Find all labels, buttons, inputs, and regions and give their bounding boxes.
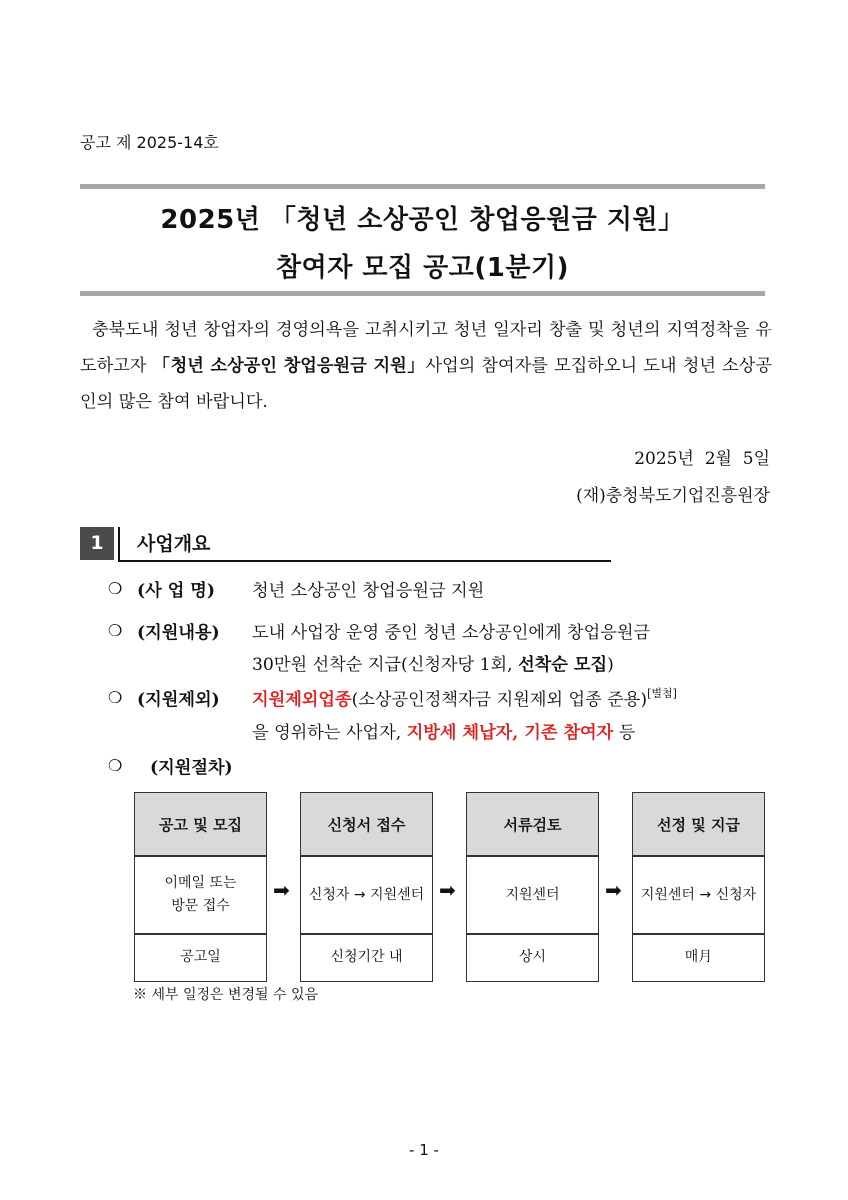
excluded-industries: 지원제외업종 — [252, 690, 352, 710]
step-foot: 신청기간 내 — [300, 933, 433, 982]
section-underline — [118, 560, 611, 562]
step-foot: 상시 — [466, 933, 599, 982]
intro-text-2: 사업의 참여자를 모집하오니 도내 청년 소상공인의 많은 참여 바랍니다. — [80, 356, 772, 412]
notice-number: 공고 제 2025-14호 — [80, 133, 219, 152]
arrow-right-icon: ➡ — [273, 878, 290, 902]
arrow-right-icon: ➡ — [605, 878, 622, 902]
intro-program-name: 「청년 소상공인 창업응원금 지원」 — [152, 356, 426, 376]
step-head: 서류검토 — [466, 792, 599, 857]
item-content-support-line1: 도내 사업장 운영 중인 청년 소상공인에게 창업응원금 — [252, 623, 651, 643]
item-label-exclusion: (지원제외) — [137, 690, 220, 710]
item-content-support-line2 — [252, 650, 614, 675]
bullet-icon: ❍ — [108, 579, 123, 598]
exclusion-line2-text: 을 영위하는 사업자, — [252, 723, 407, 743]
organization-name: (재)충청북도기업진흥원장 — [576, 486, 770, 506]
item-label-support: (지원내용) — [137, 623, 220, 643]
support-line2-close: ) — [607, 655, 614, 675]
section-number-badge: 1 — [80, 527, 114, 560]
bullet-icon: ❍ — [108, 756, 123, 775]
exclusion-red-targets: 지방세 체납자, 기존 참여자 — [406, 723, 614, 743]
step-body: 신청자 → 지원센터 — [300, 855, 433, 935]
schedule-note: ※ 세부 일정은 변경될 수 있음 — [133, 987, 319, 1003]
step-foot: 매月 — [632, 933, 765, 982]
exclusion-line2-end: 등 — [613, 723, 636, 743]
support-line2-text: 30만원 선착순 지급(신청자당 1회, — [252, 655, 519, 675]
section-divider — [118, 527, 120, 560]
section-title: 사업개요 — [137, 533, 211, 555]
page-number: - 1 - — [409, 1141, 439, 1159]
page-title-line1: 2025년 「청년 소상공인 창업응원금 지원」 — [160, 205, 685, 235]
page-title-line2: 참여자 모집 공고(1분기) — [275, 253, 569, 283]
bullet-icon: ❍ — [108, 688, 123, 707]
item-content-exclusion-line2 — [252, 718, 635, 743]
item-label-program: (사 업 명) — [137, 581, 216, 601]
exclusion-note: (소상공인정책자금 지원제외 업종 준용) — [351, 690, 648, 710]
intro-text-1: 충북도내 청년 창업자의 경영의욕을 고취시키고 청년 일자리 창출 및 청년의 지역정착을 유도하고자 — [80, 320, 772, 376]
support-first-come: 선착순 모집 — [518, 655, 608, 675]
item-label-procedure: (지원절차) — [150, 758, 233, 778]
step-head: 선정 및 지급 — [632, 792, 765, 857]
attachment-mark: [별첨] — [647, 687, 677, 700]
step-foot: 공고일 — [134, 933, 267, 982]
step-head: 신청서 접수 — [300, 792, 433, 857]
intro-paragraph — [80, 312, 772, 420]
step-head: 공고 및 모집 — [134, 792, 267, 857]
step-body: 이메일 또는 방문 접수 — [134, 855, 267, 935]
item-content-exclusion-line1 — [252, 685, 677, 710]
bottom-rule — [80, 291, 765, 296]
step-body: 지원센터 — [466, 855, 599, 935]
bullet-icon: ❍ — [108, 621, 123, 640]
arrow-right-icon: ➡ — [439, 878, 456, 902]
step-body: 지원센터 → 신청자 — [632, 855, 765, 935]
top-rule — [80, 184, 765, 189]
item-content-program: 청년 소상공인 창업응원금 지원 — [252, 581, 485, 601]
notice-date: 2025년 2월 5일 — [634, 449, 770, 469]
